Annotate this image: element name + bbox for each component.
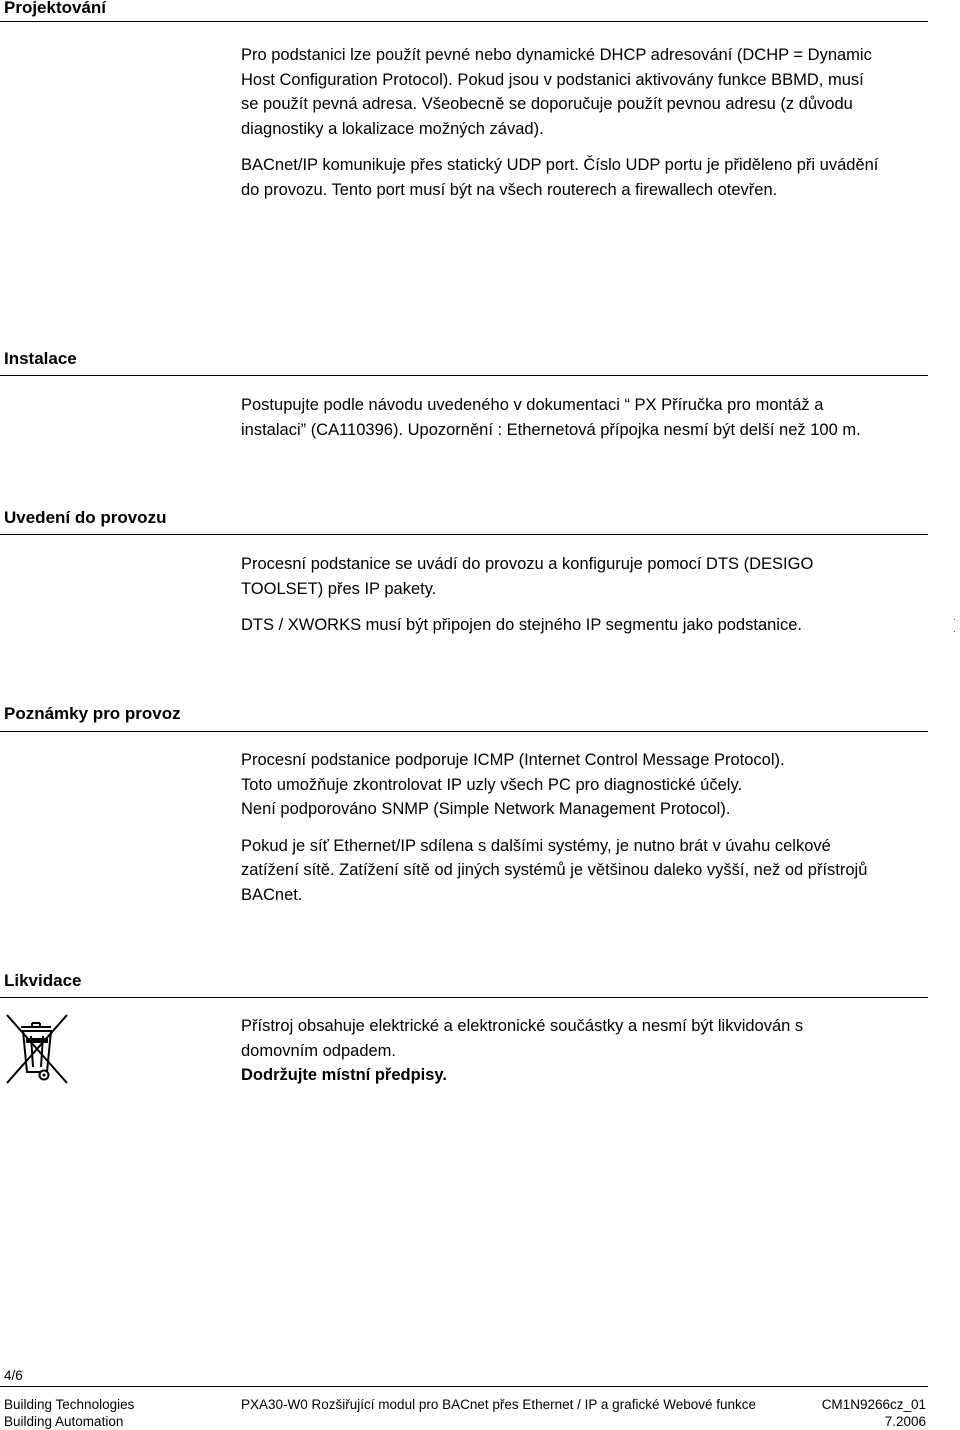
footer-divider bbox=[0, 1386, 928, 1387]
text-line: Není podporováno SNMP (Simple Network Management Protocol). bbox=[241, 800, 731, 818]
footer-document-title bbox=[241, 1396, 756, 1413]
section-heading-poznamky-pro-provoz: Poznámky pro provoz bbox=[4, 704, 181, 723]
uvedeni-body bbox=[241, 552, 931, 638]
section-divider bbox=[0, 21, 928, 22]
text-line: Postupujte podle návodu uvedeného v dokumentaci “ PX Příručka pro montáž a bbox=[241, 396, 824, 414]
paragraph bbox=[241, 1014, 931, 1088]
poznamky-body bbox=[241, 748, 931, 907]
text-line: instalaci” (CA110396). Upozornění : Ethernetová přípojka nesmí být delší než 100 m. bbox=[241, 420, 861, 439]
section-divider bbox=[0, 997, 928, 998]
paragraph bbox=[241, 552, 931, 601]
text-line: Host Configuration Protocol). Pokud jsou v podstanici aktivovány funkce BBMD, musí bbox=[241, 70, 864, 89]
section-heading-likvidace: Likvidace bbox=[4, 971, 82, 990]
section-divider bbox=[0, 375, 928, 376]
text-line: se použít pevná adresa. Všeobecně se doporučuje použít pevnou adresu (z důvodu bbox=[241, 95, 853, 113]
paragraph bbox=[241, 748, 931, 822]
paragraph bbox=[241, 834, 931, 908]
section-heading-uvedeni-do-provozu: Uvedení do provozu bbox=[4, 508, 167, 527]
text-line: domovním odpadem. bbox=[241, 1041, 397, 1060]
text-line: Procesní podstanice podporuje ICMP (Internet Control Message Protocol). bbox=[241, 751, 785, 769]
paragraph bbox=[241, 43, 931, 141]
text-line: DTS / XWORKS musí být připojen do stejného IP segmentu jako podstanice. bbox=[241, 616, 802, 634]
text-line: Pokud je síť Ethernet/IP sdílena s dalšími systémy, je nutno brát v úvahu celkové bbox=[241, 836, 831, 855]
text-line: TOOLSET) přes IP pakety. bbox=[241, 579, 437, 598]
document-code: PXA30-W0 bbox=[241, 1397, 308, 1412]
text-line: do provozu. Tento port musí být na všech routerech a firewallech otevřen. bbox=[241, 180, 778, 199]
text-line: BACnet/IP komunikuje přes statický UDP port. Číslo UDP portu je přiděleno při uvádění bbox=[241, 156, 879, 174]
paragraph bbox=[241, 153, 931, 202]
footer-date: 7.2006 bbox=[884, 1414, 926, 1429]
footer-company-line-1: Building Technologies bbox=[4, 1397, 135, 1412]
section-heading-instalace: Instalace bbox=[4, 349, 77, 368]
projektovani-body bbox=[241, 43, 931, 202]
text-line: BACnet. bbox=[241, 885, 303, 904]
text-line: Procesní podstanice se uvádí do provozu a konfiguruje pomocí DTS (DESIGO bbox=[241, 555, 814, 573]
section-heading-projektovani: Projektování bbox=[4, 0, 107, 17]
text-line: Toto umožňuje zkontrolovat IP uzly všech PC pro diagnostické účely. bbox=[241, 775, 743, 794]
text-line: Pro podstanici lze použít pevné nebo dynamické DHCP adresování (DCHP = Dynamic bbox=[241, 46, 872, 64]
paragraph bbox=[241, 393, 931, 442]
section-divider bbox=[0, 731, 928, 732]
footer-document-id: CM1N9266cz_01 bbox=[821, 1397, 926, 1412]
text-line: diagnostiky a lokalizace možných závad). bbox=[241, 119, 544, 138]
likvidace-body bbox=[241, 1014, 931, 1088]
footer-company-line-2: Building Automation bbox=[4, 1414, 124, 1429]
page-number: 4/6 bbox=[4, 1368, 23, 1383]
bold-notice: Dodržujte místní předpisy. bbox=[241, 1066, 447, 1084]
document-title: Rozšiřující modul pro BACnet přes Ethernet / IP a grafické Webové funkce bbox=[311, 1397, 757, 1412]
text-line: zatížení sítě. Zatížení sítě od jiných systémů je většinou daleko vyšší, než od přístrojů bbox=[241, 861, 868, 879]
margin-mark: . . bbox=[953, 612, 956, 635]
paragraph bbox=[241, 613, 931, 638]
text-line: Přístroj obsahuje elektrické a elektronické součástky a nesmí být likvidován s bbox=[241, 1017, 804, 1035]
instalace-body bbox=[241, 393, 931, 442]
section-divider bbox=[0, 534, 928, 535]
crossed-out-wheelie-bin-icon bbox=[4, 1012, 70, 1086]
